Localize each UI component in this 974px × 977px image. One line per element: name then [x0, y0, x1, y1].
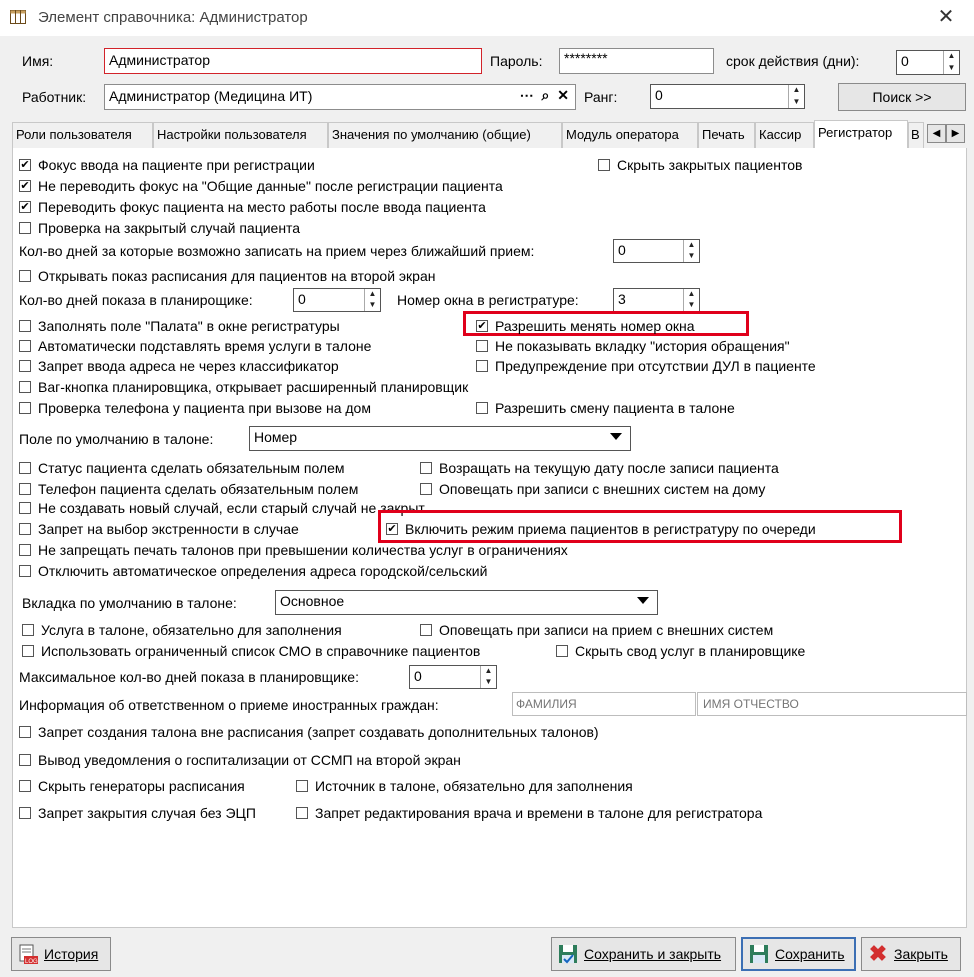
tab-scroll-right-icon[interactable]: ▶ [946, 124, 965, 143]
default-field-dropdown[interactable]: Номер [249, 426, 631, 451]
checkbox-checked: ✔ [20, 159, 30, 171]
checkbox-edit-doctor[interactable]: Запрет редактирования врача и времени в талоне для регистратора [296, 805, 762, 821]
checkbox-auto-service-time[interactable]: Автоматически подставлять время услуги в талоне [19, 338, 371, 354]
checkbox-hide-generators[interactable]: Скрыть генераторы расписания [19, 778, 245, 794]
clear-icon[interactable]: ✕ [557, 87, 571, 103]
table-icon [10, 10, 26, 24]
ellipsis-icon[interactable]: ⋯ [519, 87, 536, 103]
close-button[interactable]: ✖ Закрыть [861, 937, 961, 971]
default-tab-dropdown[interactable]: Основное [275, 590, 658, 615]
arrow-up-icon: ▲ [792, 85, 801, 94]
checkbox-no-focus-general[interactable]: ✔ Не переводить фокус на "Общие данные" после регистрации пациента [20, 178, 503, 194]
checkbox-emergency[interactable]: Запрет на выбор экстренности в случае [19, 521, 299, 537]
password-field[interactable]: ******** [559, 48, 714, 74]
validity-label: срок действия (дни): [726, 53, 860, 69]
close-icon[interactable]: ✕ [937, 6, 955, 28]
tab-cashier[interactable]: Кассир [755, 122, 814, 148]
checkbox-notify-external[interactable]: Оповещать при записи на прием с внешних систем [420, 622, 773, 638]
checkbox-hide-history-tab[interactable]: Не показывать вкладку "история обращения" [476, 338, 790, 354]
arrow-up-icon: ▲ [947, 51, 956, 60]
checkbox-smo-list[interactable]: Использовать ограниченный список СМО в справочнике пациентов [22, 643, 480, 659]
checkbox-service-required[interactable]: Услуга в талоне, обязательно для заполнения [22, 622, 342, 638]
tab-scroll-left-icon[interactable]: ◀ [927, 124, 946, 143]
default-tab-label: Вкладка по умолчанию в талоне: [22, 595, 237, 611]
checkbox-hide-services[interactable]: Скрыть свод услуг в планировщике [556, 643, 805, 659]
default-field-label: Поле по умолчанию в талоне: [19, 431, 214, 447]
chevron-down-icon [610, 433, 622, 440]
search-icon[interactable]: ⌕ [541, 87, 552, 103]
window-title: Элемент справочника: Администратор [38, 9, 308, 26]
checkbox-schedule-second-screen[interactable]: Открывать показ расписания для пациентов на второй экран [19, 268, 435, 284]
employee-label: Работник: [22, 89, 87, 105]
max-planner-days-spinner[interactable]: 0 ▲ ▼ [409, 665, 497, 689]
checkbox-dul-warning[interactable]: Предупреждение при отсутствии ДУЛ в пациенте [476, 358, 816, 374]
tab-registrar[interactable]: Регистратор [814, 120, 908, 149]
checkbox-allow-change-window[interactable]: ✔ Разрешить менять номер окна [477, 318, 695, 334]
checkbox-phone-check[interactable]: Проверка телефона у пациента при вызове на дом [19, 400, 371, 416]
employee-field[interactable]: Администратор (Медицина ИТ) ⋯ ⌕ ✕ [104, 84, 576, 110]
tab-user-roles[interactable]: Роли пользователя [12, 122, 153, 148]
days-nearest-spinner[interactable]: 0 ▲ ▼ [613, 239, 700, 263]
save-icon [558, 944, 578, 964]
log-icon [18, 944, 38, 964]
checkbox-source-required[interactable]: Источник в талоне, обязательно для заполнения [296, 778, 633, 794]
planner-days-spinner[interactable]: 0 ▲ ▼ [293, 288, 381, 312]
rank-label: Ранг: [584, 89, 618, 105]
checkbox-queue-mode[interactable]: ✔ Включить режим приема пациентов в регистратуру по очереди [387, 521, 816, 537]
tab-operator-module[interactable]: Модуль оператора [562, 122, 698, 148]
tab-print[interactable]: Печать [698, 122, 755, 148]
close-x-icon: ✖ [868, 941, 888, 966]
checkbox-phone-required[interactable]: Телефон пациента сделать обязательным полем [19, 481, 358, 497]
arrow-down-icon: ▼ [792, 96, 801, 106]
checkbox-change-patient[interactable]: Разрешить смену пациента в талоне [476, 400, 735, 416]
checkbox-focus-workplace[interactable]: ✔ Переводить фокус пациента на место работы после ввода пациента [20, 199, 486, 215]
save-icon [749, 944, 769, 964]
checkbox-bag-button[interactable]: Ваг-кнопка планировщика, открывает расширенный планировщик [19, 379, 468, 395]
foreign-info-label: Информация об ответственном о приеме иностранных граждан: [19, 697, 439, 713]
window-number-label: Номер окна в регистратуре: [397, 292, 579, 308]
save-and-close-button[interactable]: Сохранить и закрыть [551, 937, 736, 971]
search-button[interactable]: Поиск >> [838, 83, 966, 111]
checkbox-hospitalization[interactable]: Вывод уведомления о госпитализации от ССМП на второй экран [19, 752, 461, 768]
name-label: Имя: [22, 53, 54, 69]
employee-actions [520, 87, 571, 104]
checkbox-return-date[interactable]: Возращать на текущую дату после записи пациента [420, 460, 779, 476]
max-planner-days-label: Максимальное кол-во дней показа в планировщике: [19, 669, 359, 685]
checkbox-address-classifier[interactable]: Запрет ввода адреса не через классификатор [19, 358, 339, 374]
tab-user-settings[interactable]: Настройки пользователя [153, 122, 328, 148]
validity-spinner[interactable]: 0 ▲ ▼ [896, 50, 960, 75]
save-button[interactable]: Сохранить [741, 937, 856, 971]
name-patronymic-input[interactable] [697, 692, 967, 716]
checkbox-print-exceed[interactable]: Не запрещать печать талонов при превышении количества услуг в ограничениях [19, 542, 568, 558]
checkbox-focus-patient[interactable]: ✔ Фокус ввода на пациенте при регистрации [20, 157, 315, 173]
surname-input[interactable] [512, 692, 696, 716]
checkbox-fill-ward[interactable]: Заполнять поле "Палата" в окне регистратуры [19, 318, 340, 334]
title-bar [0, 0, 974, 36]
tab-strip [12, 122, 967, 149]
planner-days-label: Кол-во дней показа в планирощике: [19, 292, 253, 308]
history-button[interactable]: LOG История [11, 937, 111, 971]
days-nearest-label: Кол-во дней за которые возможно записать на прием через ближайший прием: [19, 243, 535, 259]
arrow-down-icon: ▼ [947, 62, 956, 72]
rank-spinner[interactable]: 0 ▲ ▼ [650, 84, 805, 109]
name-field[interactable]: Администратор [104, 48, 482, 74]
checkbox-no-new-case[interactable]: Не создавать новый случай, если старый случай не закрыт [19, 500, 425, 516]
chevron-down-icon [637, 597, 649, 604]
checkbox-status-required[interactable]: Статус пациента сделать обязательным полем [19, 460, 345, 476]
checkbox-auto-address[interactable]: Отключить автоматическое определения адреса городской/сельский [19, 563, 487, 579]
checkbox-hide-closed[interactable]: Скрыть закрытых пациентов [598, 157, 802, 173]
svg-text:LOG: LOG [25, 959, 38, 964]
tab-defaults[interactable]: Значения по умолчанию (общие) [328, 122, 562, 148]
window-number-spinner[interactable]: 3 ▲ ▼ [613, 288, 700, 312]
checkbox-close-without-eds[interactable]: Запрет закрытия случая без ЭЦП [19, 805, 256, 821]
tab-more[interactable]: В [908, 122, 924, 148]
checkbox-check-closed-case[interactable]: Проверка на закрытый случай пациента [19, 220, 300, 236]
password-label: Пароль: [490, 53, 543, 69]
checkbox-notify-external-home[interactable]: Оповещать при записи с внешних систем на дому [420, 481, 765, 497]
checkbox-ticket-outside[interactable]: Запрет создания талона вне расписания (запрет создавать дополнительных талонов) [19, 724, 599, 740]
